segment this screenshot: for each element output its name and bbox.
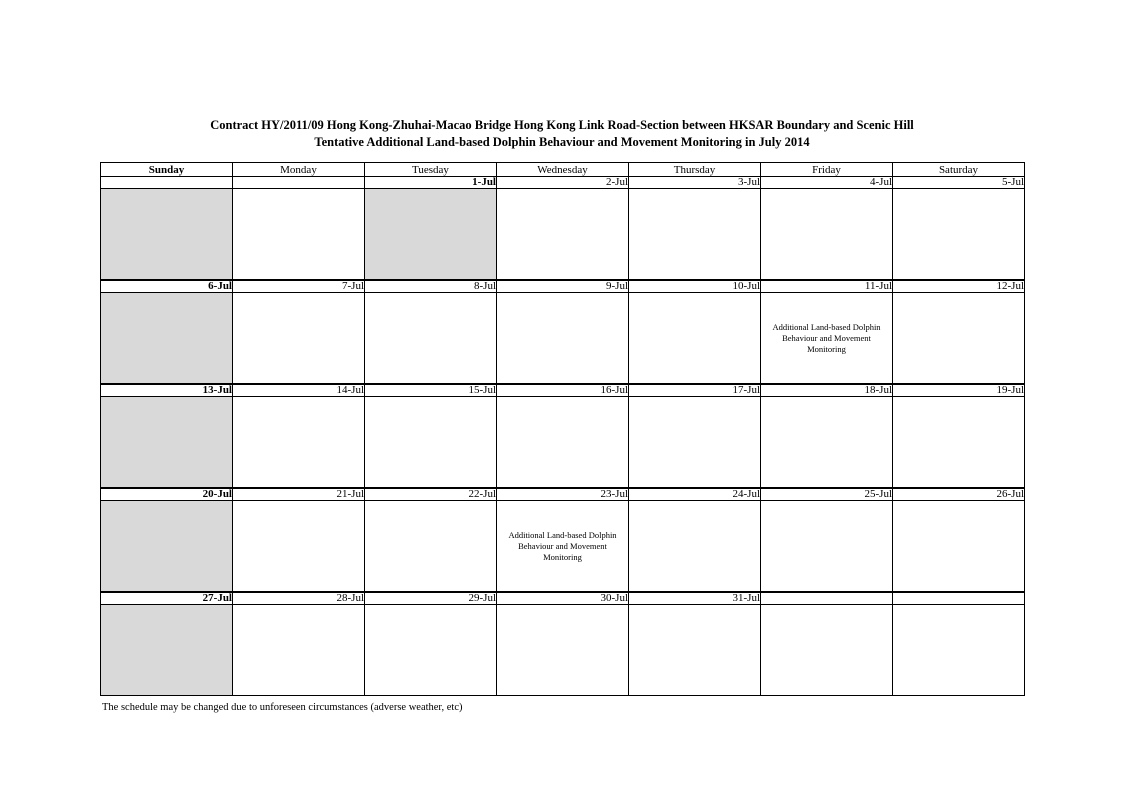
- day-cell: [497, 189, 629, 281]
- week-date-row: [101, 280, 1025, 293]
- day-cell: [893, 397, 1025, 489]
- date-label: 29-Jul: [365, 592, 497, 605]
- document-title: Contract HY/2011/09 Hong Kong-Zhuhai-Macao Bridge Hong Kong Link Road-Section between HKSAR Boundary and Scenic Hill: [210, 118, 914, 132]
- weekday-sunday: Sunday: [101, 163, 233, 177]
- weekday-monday: Monday: [233, 163, 365, 177]
- day-cell: [761, 501, 893, 593]
- day-cell: [629, 397, 761, 489]
- date-label: 9-Jul: [497, 280, 629, 293]
- date-label: 7-Jul: [233, 280, 365, 293]
- date-label: 16-Jul: [497, 384, 629, 397]
- week-date-row: [101, 488, 1025, 501]
- date-label: [101, 177, 233, 189]
- day-cell: [629, 501, 761, 593]
- day-cell: [893, 189, 1025, 281]
- day-cell: [233, 605, 365, 696]
- date-label: [761, 592, 893, 605]
- date-label: 11-Jul: [761, 280, 893, 293]
- date-label: 10-Jul: [629, 280, 761, 293]
- day-cell: [629, 605, 761, 696]
- day-cell: [365, 293, 497, 385]
- day-cell: [629, 293, 761, 385]
- weekday-saturday: Saturday: [893, 163, 1025, 177]
- weekday-tuesday: Tuesday: [365, 163, 497, 177]
- date-label: 4-Jul: [761, 177, 893, 189]
- calendar-table: [100, 162, 1025, 696]
- date-label: 27-Jul: [101, 592, 233, 605]
- date-label: 28-Jul: [233, 592, 365, 605]
- day-cell: [233, 397, 365, 489]
- week-body-row: [101, 189, 1025, 281]
- date-label: 12-Jul: [893, 280, 1025, 293]
- week-date-row: [101, 384, 1025, 397]
- day-cell: [101, 293, 233, 385]
- date-label: 30-Jul: [497, 592, 629, 605]
- day-cell: [365, 189, 497, 281]
- day-cell: [365, 605, 497, 696]
- date-label: 23-Jul: [497, 488, 629, 501]
- date-label: 8-Jul: [365, 280, 497, 293]
- day-cell: [893, 605, 1025, 696]
- day-cell: [101, 397, 233, 489]
- date-label: 14-Jul: [233, 384, 365, 397]
- day-cell: [893, 293, 1025, 385]
- day-cell: [497, 605, 629, 696]
- schedule-note: The schedule may be changed due to unforeseen circumstances (adverse weather, etc): [102, 702, 463, 713]
- day-cell: [365, 501, 497, 593]
- weekday-wednesday: Wednesday: [497, 163, 629, 177]
- date-label: 22-Jul: [365, 488, 497, 501]
- day-cell: [497, 293, 629, 385]
- week-body-row: [101, 605, 1025, 696]
- date-label: 17-Jul: [629, 384, 761, 397]
- calendar-body: [101, 177, 1025, 696]
- date-label: 20-Jul: [101, 488, 233, 501]
- weekday-thursday: Thursday: [629, 163, 761, 177]
- date-label: [893, 592, 1025, 605]
- day-cell: [101, 189, 233, 281]
- date-label: 24-Jul: [629, 488, 761, 501]
- day-cell: [233, 293, 365, 385]
- date-label: 21-Jul: [233, 488, 365, 501]
- day-cell: [761, 189, 893, 281]
- day-cell: [893, 501, 1025, 593]
- date-label: 1-Jul: [365, 177, 497, 189]
- day-cell: [629, 189, 761, 281]
- date-label: 25-Jul: [761, 488, 893, 501]
- date-label: 19-Jul: [893, 384, 1025, 397]
- date-label: 18-Jul: [761, 384, 893, 397]
- week-date-row: [101, 592, 1025, 605]
- monitoring-event: Additional Land-based Dolphin Behaviour and Movement Monitoring: [772, 321, 881, 354]
- date-label: [233, 177, 365, 189]
- date-label: 5-Jul: [893, 177, 1025, 189]
- day-cell: [497, 501, 629, 593]
- day-cell: [101, 501, 233, 593]
- date-label: 13-Jul: [101, 384, 233, 397]
- week-date-row: [101, 177, 1025, 189]
- week-body-row: [101, 397, 1025, 489]
- date-label: 2-Jul: [497, 177, 629, 189]
- day-cell: [497, 397, 629, 489]
- day-cell: [101, 605, 233, 696]
- date-label: 15-Jul: [365, 384, 497, 397]
- day-cell: [233, 501, 365, 593]
- date-label: 31-Jul: [629, 592, 761, 605]
- day-cell: [761, 293, 893, 385]
- date-label: 6-Jul: [101, 280, 233, 293]
- week-body-row: [101, 293, 1025, 385]
- date-label: 3-Jul: [629, 177, 761, 189]
- weekday-friday: Friday: [761, 163, 893, 177]
- document-subtitle: Tentative Additional Land-based Dolphin Behaviour and Movement Monitoring in July 2014: [314, 135, 810, 149]
- date-label: 26-Jul: [893, 488, 1025, 501]
- weekday-header-row: [101, 163, 1025, 177]
- day-cell: [365, 397, 497, 489]
- day-cell: [761, 397, 893, 489]
- day-cell: [761, 605, 893, 696]
- week-body-row: [101, 501, 1025, 593]
- monitoring-event: Additional Land-based Dolphin Behaviour and Movement Monitoring: [508, 529, 617, 562]
- day-cell: [233, 189, 365, 281]
